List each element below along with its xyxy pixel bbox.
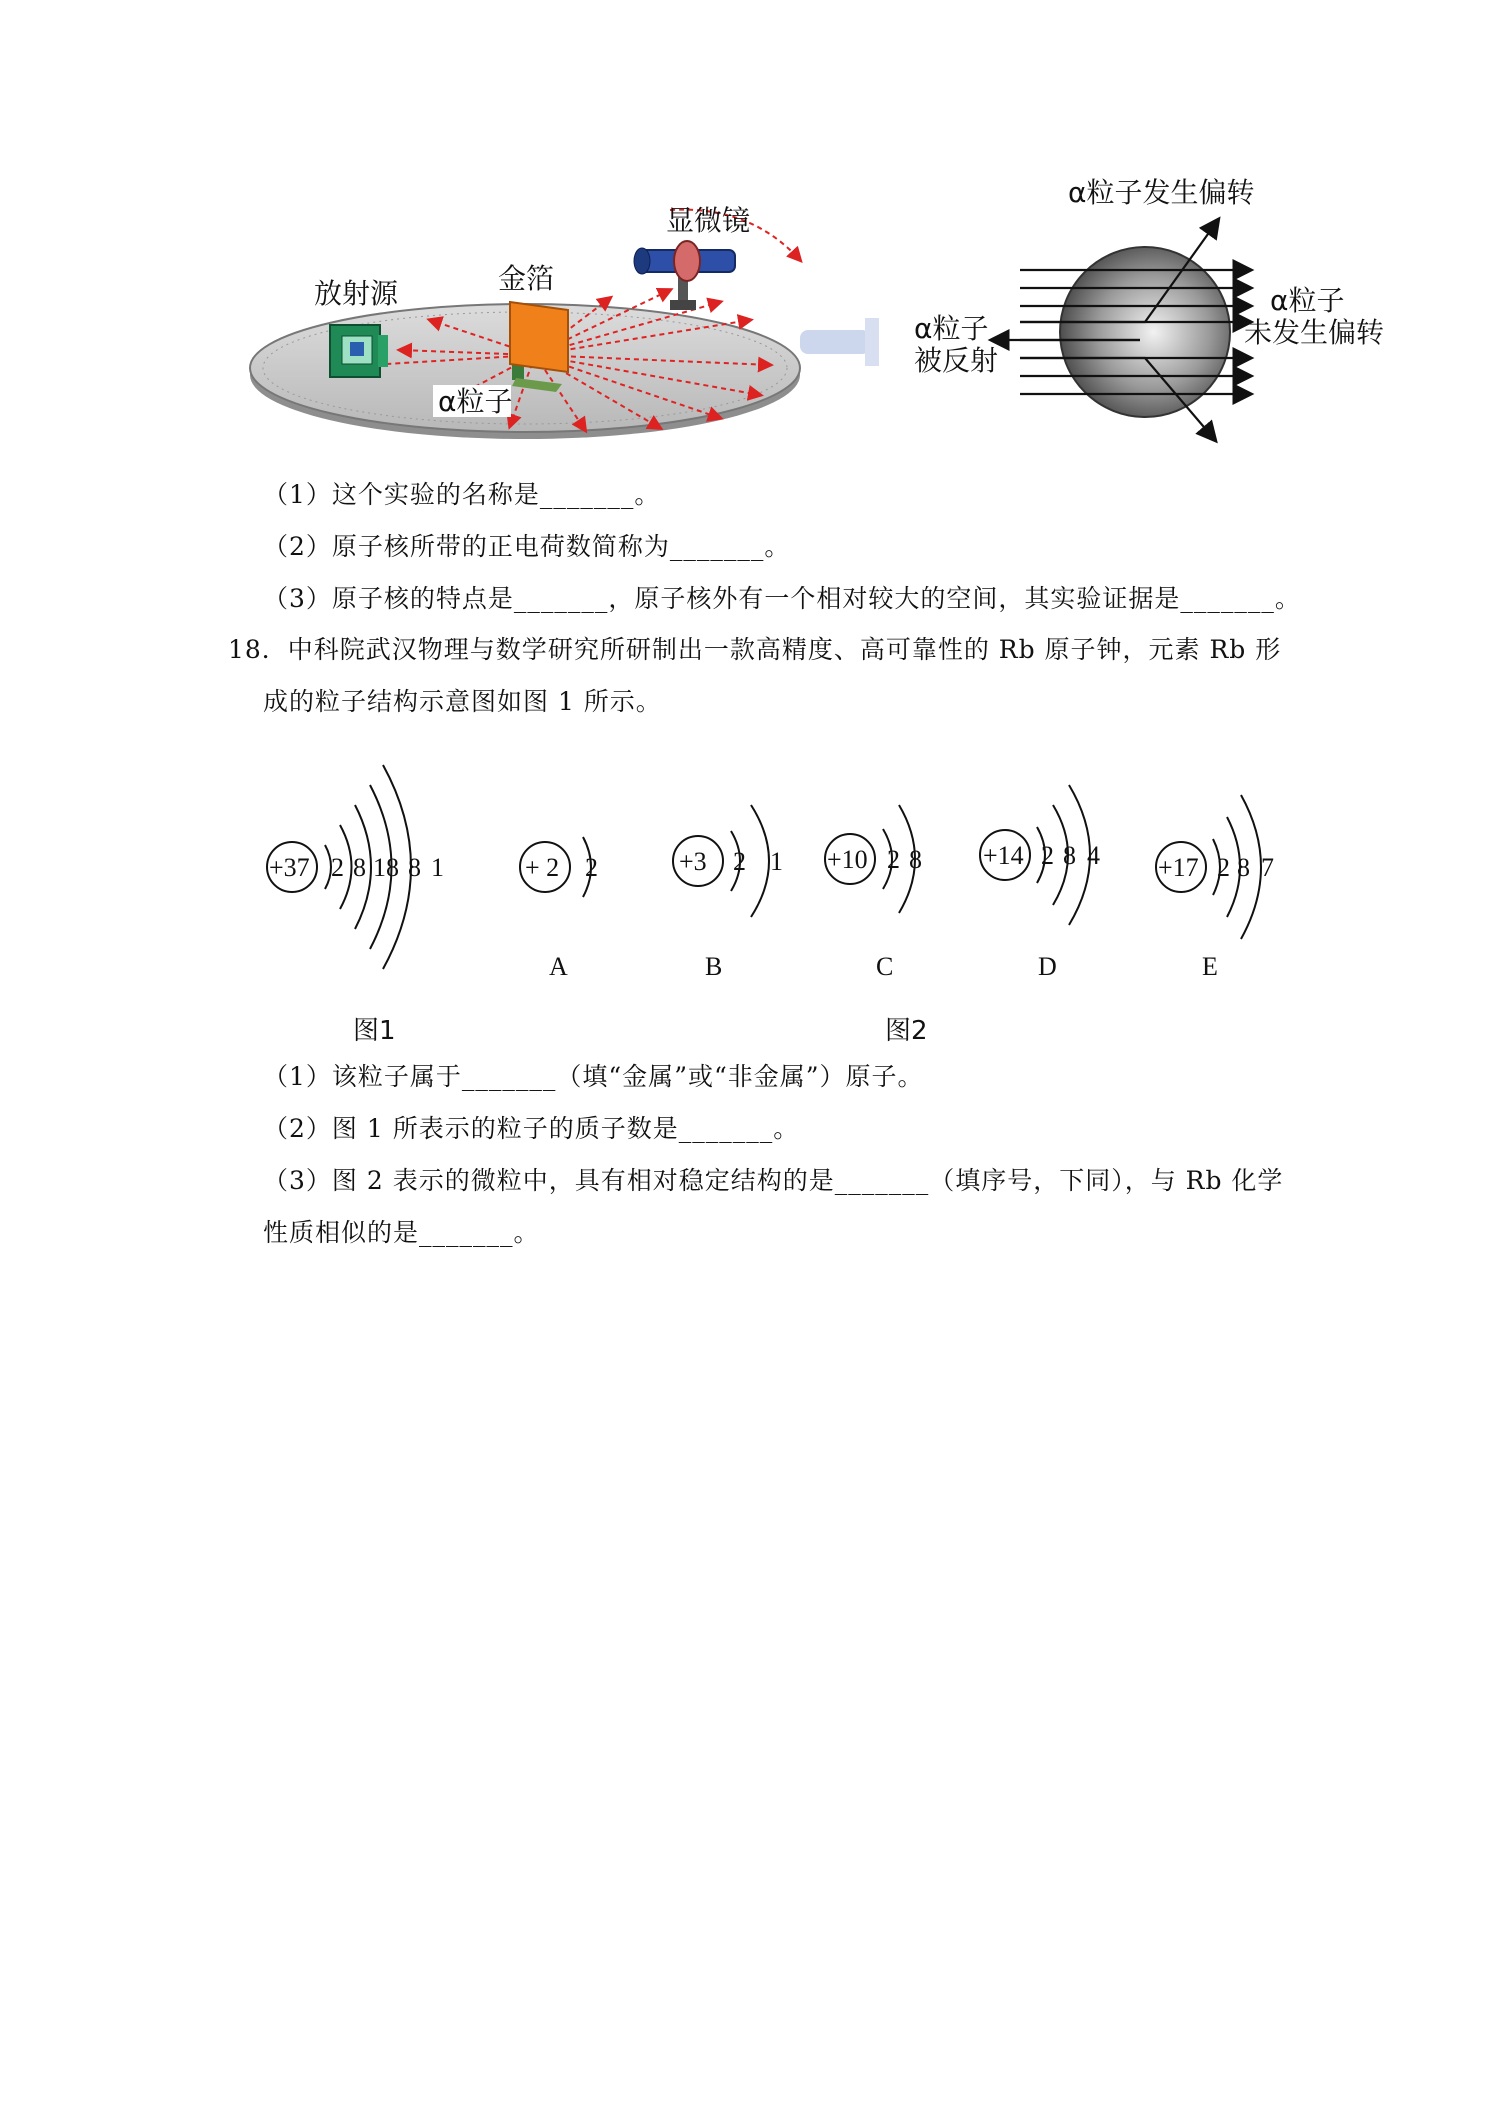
c-shell-1: 2 xyxy=(887,845,900,874)
rb-shell-2: 8 xyxy=(353,853,366,882)
figure-caption-1: 图1 xyxy=(353,1016,396,1046)
d-shell-2: 8 xyxy=(1063,841,1076,870)
a-nucleus: + 2 xyxy=(525,853,560,882)
label-gold-foil: 金箔 xyxy=(498,262,555,295)
atomic-structure-figure xyxy=(255,745,1295,985)
label-alpha-reflected-line1: α粒子 xyxy=(914,312,989,345)
q18-sub2: （2）图 1 所表示的粒子的质子数是_______。 xyxy=(263,1114,800,1143)
e-shell-1: 2 xyxy=(1217,853,1230,882)
atom-sphere xyxy=(1060,247,1230,417)
label-microscope: 显微镜 xyxy=(666,204,751,237)
q18-sub3-line1: （3）图 2 表示的微粒中，具有相对稳定结构的是_______（填序号，下同），与 Rb 化学 xyxy=(263,1166,1284,1195)
q18-sub1: （1）该粒子属于_______（填“金属”或“非金属”）原子。 xyxy=(263,1062,924,1091)
rb-shell-5: 1 xyxy=(431,853,444,882)
q18-stem-line2: 成的粒子结构示意图如图 1 所示。 xyxy=(263,687,662,716)
rb-atom-diagram xyxy=(267,765,444,969)
rb-shell-4: 8 xyxy=(408,853,421,882)
q18-sub3-line2: 性质相似的是_______。 xyxy=(263,1218,540,1247)
b-nucleus: +3 xyxy=(679,847,707,876)
particle-letter-e: E xyxy=(1202,952,1218,981)
a-shell-1: 2 xyxy=(585,853,598,882)
label-alpha-undeflected-line1: α粒子 xyxy=(1270,284,1345,317)
particle-c-diagram xyxy=(825,805,922,913)
figure-caption-2: 图2 xyxy=(885,1016,928,1046)
d-shell-1: 2 xyxy=(1041,841,1054,870)
d-shell-3: 4 xyxy=(1087,841,1100,870)
label-alpha-undeflected-line2: 未发生偏转 xyxy=(1244,316,1385,349)
e-nucleus: +17 xyxy=(1158,853,1199,882)
particle-d-diagram xyxy=(980,785,1100,925)
radiation-source-box xyxy=(330,325,388,377)
particle-letter-d: D xyxy=(1038,952,1057,981)
c-nucleus: +10 xyxy=(827,845,868,874)
q17-sub3: （3）原子核的特点是_______，原子核外有一个相对较大的空间，其实验证据是_______。 xyxy=(263,584,1301,613)
microscope-faded xyxy=(800,318,879,366)
particle-a-diagram xyxy=(520,837,598,897)
particle-letter-c: C xyxy=(876,952,894,981)
label-radiation-source: 放射源 xyxy=(314,277,399,310)
q18-stem-line1: 18．中科院武汉物理与数学研究所研制出一款高精度、高可靠性的 Rb 原子钟，元素 Rb 形 xyxy=(228,635,1282,664)
particle-letter-b: B xyxy=(705,952,723,981)
rb-nucleus: +37 xyxy=(269,853,310,882)
b-shell-2: 1 xyxy=(770,847,783,876)
d-nucleus: +14 xyxy=(983,841,1024,870)
e-shell-3: 7 xyxy=(1261,853,1274,882)
e-shell-2: 8 xyxy=(1237,853,1250,882)
q17-sub2: （2）原子核所带的正电荷数简称为_______。 xyxy=(263,532,791,561)
rb-shell-1: 2 xyxy=(331,853,344,882)
q17-sub1: （1）这个实验的名称是_______。 xyxy=(263,480,661,509)
c-shell-2: 8 xyxy=(909,845,922,874)
label-alpha-deflected: α粒子发生偏转 xyxy=(1068,176,1255,209)
rb-shell-3: 18 xyxy=(373,853,399,882)
particle-e-diagram xyxy=(1156,795,1274,939)
b-shell-1: 2 xyxy=(733,847,746,876)
particle-letter-a: A xyxy=(549,952,568,981)
label-alpha-particle: α粒子 xyxy=(438,385,513,418)
scattering-apparatus-figure xyxy=(250,176,1420,460)
particle-b-diagram xyxy=(673,805,783,917)
label-alpha-reflected-line2: 被反射 xyxy=(914,344,999,377)
